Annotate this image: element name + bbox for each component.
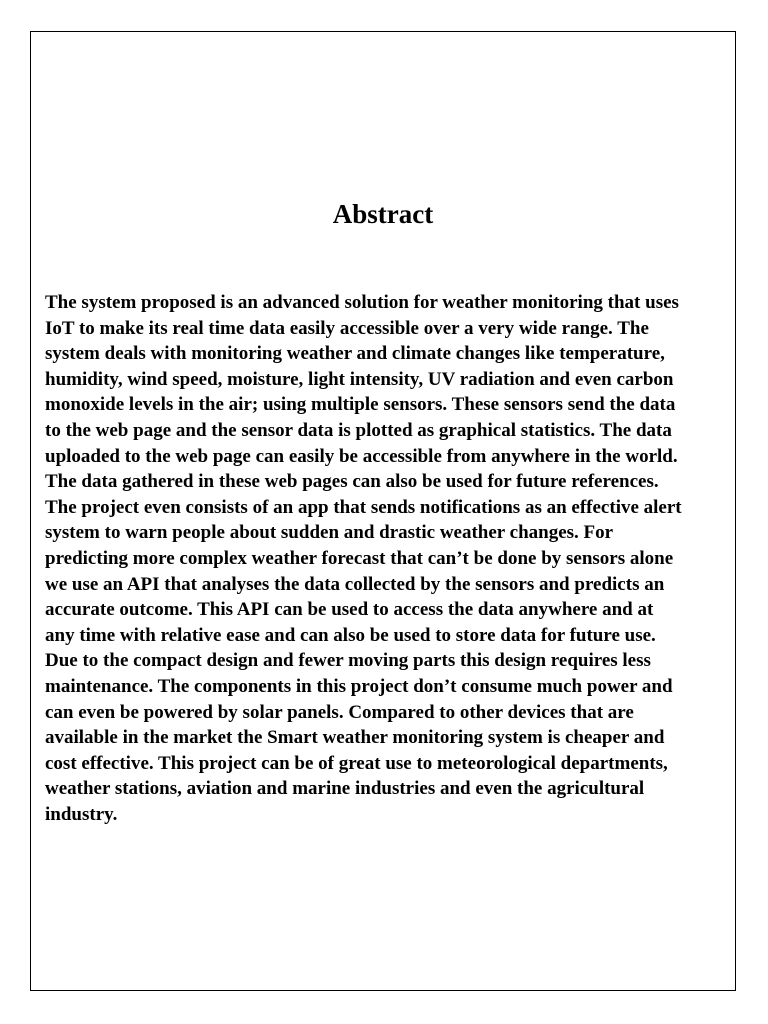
paragraph-line: any time with relative ease and can also be used to store data for future use.: [45, 624, 656, 646]
paragraph-line: The system proposed is an advanced solution for weather monitoring that uses: [45, 292, 679, 313]
paragraph-line: system deals with monitoring weather and climate changes like temperature,: [45, 343, 665, 365]
paragraph-line: cost effective. This project can be of great use to meteorological departments,: [45, 752, 668, 774]
page-title: Abstract: [332, 199, 434, 229]
paragraph-line: maintenance. The components in this project don’t consume much power and: [45, 675, 673, 697]
paragraph-line: monoxide levels in the air; using multiple sensors. These sensors send the data: [45, 394, 676, 416]
paragraph-line: we use an API that analyses the data collected by the sensors and predicts an: [45, 573, 665, 595]
paragraph-line: weather stations, aviation and marine industries and even the agricultural: [45, 778, 645, 800]
paragraph-line: Due to the compact design and fewer moving parts this design requires less: [45, 650, 651, 672]
paragraph-line: system to warn people about sudden and drastic weather changes. For: [45, 522, 614, 544]
paragraph-line: predicting more complex weather forecast that can’t be done by sensors alone: [45, 547, 674, 569]
paragraph-line: uploaded to the web page can easily be accessible from anywhere in the world.: [45, 445, 678, 467]
paragraph-line: industry.: [45, 803, 118, 825]
abstract-paragraph: [45, 290, 725, 827]
paragraph-line: to the web page and the sensor data is plotted as graphical statistics. The data: [45, 419, 672, 441]
paragraph-line: humidity, wind speed, moisture, light intensity, UV radiation and even carbon: [45, 368, 674, 390]
paragraph-line: The data gathered in these web pages can also be used for future references.: [45, 471, 659, 493]
paragraph-line: IoT to make its real time data easily accessible over a very wide range. The: [45, 317, 649, 339]
paragraph-line: available in the market the Smart weather monitoring system is cheaper and: [45, 727, 665, 749]
paragraph-line: The project even consists of an app that sends notifications as an effective alert: [45, 496, 682, 518]
paragraph-line: can even be powered by solar panels. Compared to other devices that are: [45, 701, 634, 723]
paragraph-line: accurate outcome. This API can be used to access the data anywhere and at: [45, 599, 654, 621]
